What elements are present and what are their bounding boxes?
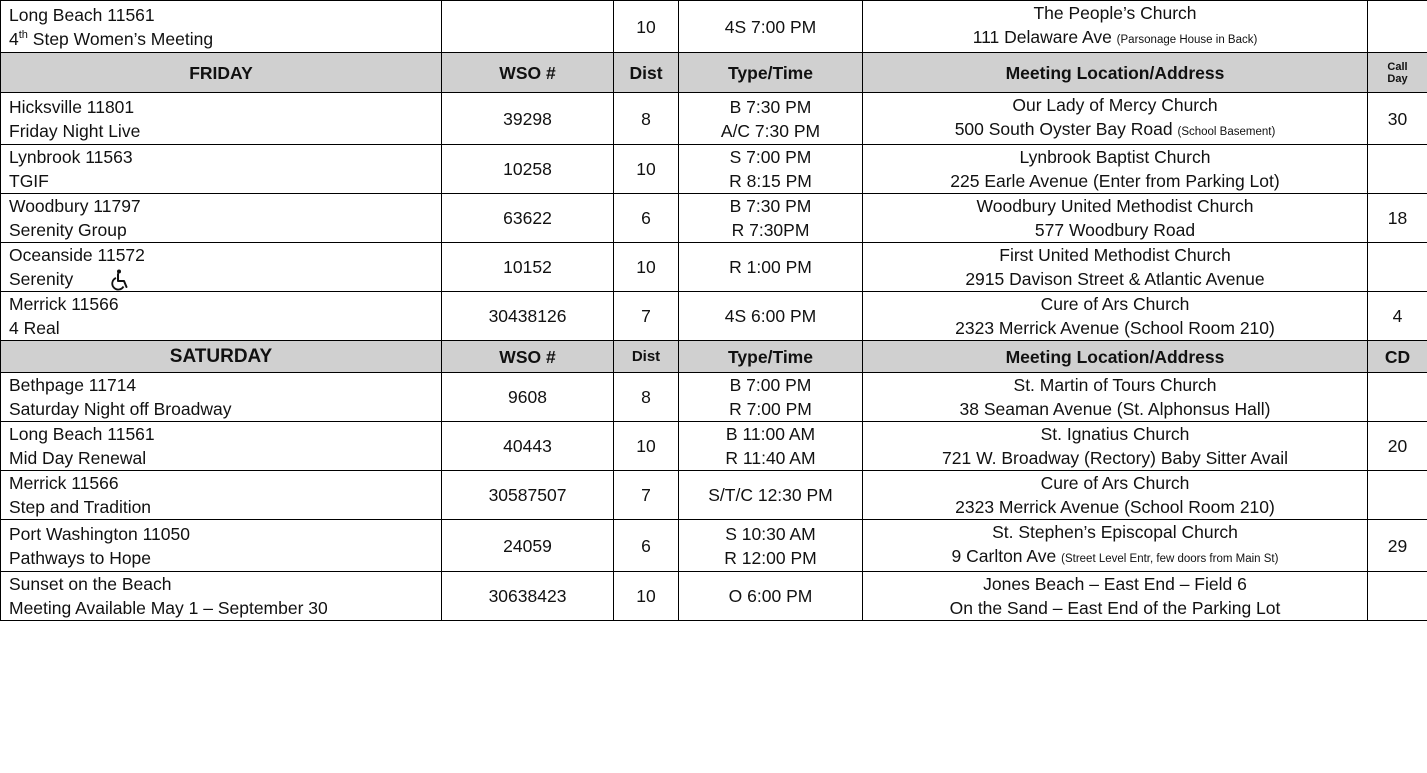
location-address: 111 Delaware Ave (Parsonage House in Back): [972, 27, 1258, 47]
location-address: [867, 267, 1363, 291]
group-city: Long Beach 11561: [9, 4, 155, 25]
type-time-1: S 10:30 AM: [725, 523, 816, 544]
location-address-text: 2323 Merrick Avenue (School Room 210): [955, 318, 1275, 339]
wso-cell: 9608: [442, 373, 614, 422]
location-cell: [863, 471, 1368, 520]
group-cell: [1, 520, 442, 572]
dist-cell: 10: [614, 422, 679, 471]
type-time-2: R 7:00 PM: [729, 399, 812, 420]
location-name: Jones Beach – East End – Field 6: [983, 574, 1247, 595]
group-name-text: Friday Night Live: [9, 120, 141, 141]
group-name-text: Step and Tradition: [9, 497, 152, 518]
wso-cell: 40443: [442, 422, 614, 471]
group-name-text: Pathways to Hope: [9, 547, 152, 568]
dist-cell: 6: [614, 194, 679, 243]
location-address-text: 2915 Davison Street & Atlantic Avenue: [965, 269, 1265, 290]
call-day-cell: 4: [1368, 292, 1427, 341]
location-name: The People’s Church: [1033, 3, 1197, 23]
group-name-text: 4 Real: [9, 318, 60, 339]
type-time-1: B 7:00 PM: [729, 375, 812, 396]
location-name: Lynbrook Baptist Church: [1019, 147, 1211, 167]
group-cell: [1, 145, 442, 194]
location-address: [867, 544, 1363, 571]
location-address: [867, 446, 1363, 470]
location-address-text: 577 Woodbury Road: [1034, 220, 1196, 240]
group-city: Merrick 11566: [9, 473, 119, 494]
group-cell: [1, 194, 442, 243]
dist-cell: 6: [614, 520, 679, 572]
location-address-text: 9 Carlton Ave: [951, 546, 1062, 567]
day-heading: SATURDAY: [1, 341, 442, 373]
wso-cell: 30587507: [442, 471, 614, 520]
group-name: [9, 316, 433, 340]
group-name-text: TGIF: [9, 171, 49, 191]
group-name-text: Serenity Group: [9, 220, 127, 240]
location-heading: Meeting Location/Address: [863, 53, 1368, 93]
type-time-cell: [679, 292, 863, 341]
table-row: [1, 572, 1427, 621]
call-day-cell: [1368, 572, 1427, 621]
group-name: [9, 546, 433, 570]
location-cell: [863, 243, 1368, 292]
group-cell: [1, 93, 442, 145]
location-name: Cure of Ars Church: [1040, 294, 1190, 315]
type-time-cell: [679, 194, 863, 243]
dist-heading: Dist: [614, 341, 679, 373]
location-cell: [863, 93, 1368, 145]
group-city: Port Washington 11050: [9, 523, 190, 544]
type-time-cell: [679, 422, 863, 471]
type-time-cell: [679, 572, 863, 621]
type-time-heading: Type/Time: [679, 341, 863, 373]
location-name: Cure of Ars Church: [1040, 473, 1190, 494]
location-address-text: 38 Seaman Avenue (St. Alphonsus Hall): [959, 399, 1271, 420]
location-cell: [863, 292, 1368, 341]
location-cell: [863, 520, 1368, 572]
wso-cell: 10152: [442, 243, 614, 292]
wso-cell: [442, 1, 614, 53]
location-cell: [863, 1, 1368, 53]
group-name: [9, 495, 433, 519]
group-cell: [1, 572, 442, 621]
wso-cell: 30438126: [442, 292, 614, 341]
location-name: St. Stephen’s Episcopal Church: [992, 522, 1238, 543]
call-day-cell: 30: [1368, 93, 1427, 145]
group-name-text: Meeting Available May 1 – September 30: [9, 598, 328, 619]
wheelchair-icon: [111, 269, 131, 291]
call-day-cell: 20: [1368, 422, 1427, 471]
dist-cell: 10: [614, 572, 679, 621]
type-time-heading: Type/Time: [679, 53, 863, 93]
type-time-1: R 1:00 PM: [729, 257, 812, 278]
call-day-cell: [1368, 1, 1427, 53]
call-day-cell: [1368, 471, 1427, 520]
dist-cell: 7: [614, 292, 679, 341]
type-time-2: R 12:00 PM: [724, 547, 817, 568]
dist-cell: 8: [614, 373, 679, 422]
dist-heading: Dist: [614, 53, 679, 93]
dist-cell: 8: [614, 93, 679, 145]
dist-cell: 7: [614, 471, 679, 520]
location-address-text: 225 Earle Avenue (Enter from Parking Lot): [950, 171, 1280, 191]
group-name-text: Serenity: [9, 269, 74, 289]
location-cell: [863, 422, 1368, 471]
location-address-text: On the Sand – East End of the Parking Lot: [949, 598, 1281, 619]
type-time-cell: [679, 520, 863, 572]
dist-cell: 10: [614, 1, 679, 53]
group-cell: [1, 292, 442, 341]
location-address: [867, 316, 1363, 340]
location-address: [867, 495, 1363, 519]
group-city: Bethpage 11714: [9, 375, 137, 396]
location-name: St. Martin of Tours Church: [1013, 375, 1217, 396]
saturday-header-row: [1, 341, 1427, 373]
type-time-1: 4S 6:00 PM: [724, 306, 817, 327]
location-address: [867, 397, 1363, 421]
location-address-text: 2323 Merrick Avenue (School Room 210): [955, 497, 1275, 518]
group-name: [9, 267, 433, 291]
table-row: [1, 93, 1427, 145]
table-row: [1, 243, 1427, 292]
type-time-2: A/C 7:30 PM: [720, 120, 821, 141]
location-name: First United Methodist Church: [999, 245, 1231, 266]
dist-cell: 10: [614, 145, 679, 194]
wso-heading: WSO #: [442, 341, 614, 373]
table-row: [1, 292, 1427, 341]
group-name: [9, 397, 433, 421]
type-time-cell: [679, 145, 863, 194]
type-time-1: S 7:00 PM: [729, 147, 812, 167]
location-note: (Street Level Entr, few doors from Main St): [1061, 553, 1279, 566]
group-name: [9, 596, 433, 620]
type-time-1: S/T/C 12:30 PM: [708, 485, 833, 506]
location-address: [867, 169, 1363, 193]
group-city: Lynbrook 11563: [9, 147, 133, 167]
type-time-2: R 7:30PM: [731, 220, 810, 240]
table-row: [1, 1, 1427, 53]
friday-header-row: [1, 53, 1427, 93]
wso-heading: WSO #: [442, 53, 614, 93]
location-address-text: 500 South Oyster Bay Road: [954, 119, 1178, 139]
group-name: [9, 218, 433, 242]
group-cell: [1, 1, 442, 53]
wso-cell: 63622: [442, 194, 614, 243]
type-time-1: B 7:30 PM: [729, 96, 812, 117]
dist-cell: 10: [614, 243, 679, 292]
location-note: (School Basement): [1177, 126, 1276, 138]
type-time-1: O 6:00 PM: [728, 586, 813, 607]
location-cell: [863, 145, 1368, 194]
group-name: [9, 119, 433, 143]
type-time-cell: 4S 7:00 PM: [679, 1, 863, 53]
wso-cell: 39298: [442, 93, 614, 145]
group-cell: [1, 422, 442, 471]
location-address: [867, 596, 1363, 620]
location-name: Woodbury United Methodist Church: [976, 196, 1254, 216]
group-city: Merrick 11566: [9, 294, 119, 315]
group-city: Hicksville 11801: [9, 96, 135, 117]
call-day-cell: [1368, 243, 1427, 292]
type-time-1: B 11:00 AM: [725, 424, 816, 445]
day-heading: FRIDAY: [1, 53, 442, 93]
table-row: [1, 194, 1427, 243]
location-cell: [863, 572, 1368, 621]
location-cell: [863, 194, 1368, 243]
group-city: Sunset on the Beach: [9, 574, 172, 595]
table-row: [1, 422, 1427, 471]
group-cell: [1, 243, 442, 292]
call-day-heading: CD: [1368, 341, 1427, 373]
type-time-2: R 11:40 AM: [725, 448, 816, 469]
group-name: 4th Step Women’s Meeting: [9, 28, 214, 49]
call-day-heading: Call Day: [1368, 53, 1427, 93]
location-name: Our Lady of Mercy Church: [1012, 95, 1218, 115]
group-name: [9, 446, 433, 470]
location-cell: [863, 373, 1368, 422]
table-row: [1, 373, 1427, 422]
call-day-cell: 18: [1368, 194, 1427, 243]
location-address: [867, 218, 1363, 242]
type-time-cell: [679, 93, 863, 145]
wso-cell: 10258: [442, 145, 614, 194]
group-name-text: Saturday Night off Broadway: [9, 399, 232, 420]
table-row: [1, 145, 1427, 194]
group-city: Long Beach 11561: [9, 424, 155, 445]
type-time-cell: [679, 243, 863, 292]
type-time-cell: [679, 471, 863, 520]
group-name: [9, 169, 433, 193]
group-cell: [1, 471, 442, 520]
location-heading: Meeting Location/Address: [863, 341, 1368, 373]
location-address-text: 721 W. Broadway (Rectory) Baby Sitter Avail: [942, 448, 1288, 469]
call-day-cell: [1368, 373, 1427, 422]
call-day-cell: [1368, 145, 1427, 194]
table-row: [1, 471, 1427, 520]
location-name: St. Ignatius Church: [1040, 424, 1190, 445]
group-name-text: Mid Day Renewal: [9, 448, 147, 469]
location-address: [867, 117, 1363, 144]
wso-cell: 24059: [442, 520, 614, 572]
type-time-2: R 8:15 PM: [729, 171, 812, 191]
type-time-cell: [679, 373, 863, 422]
group-city: Woodbury 11797: [9, 196, 141, 216]
group-city: Oceanside 11572: [9, 245, 145, 265]
table-row: [1, 520, 1427, 572]
location-note: (Parsonage House in Back): [1116, 34, 1258, 46]
type-time-1: B 7:30 PM: [729, 196, 812, 216]
wso-cell: 30638423: [442, 572, 614, 621]
call-day-cell: 29: [1368, 520, 1427, 572]
group-cell: [1, 373, 442, 422]
